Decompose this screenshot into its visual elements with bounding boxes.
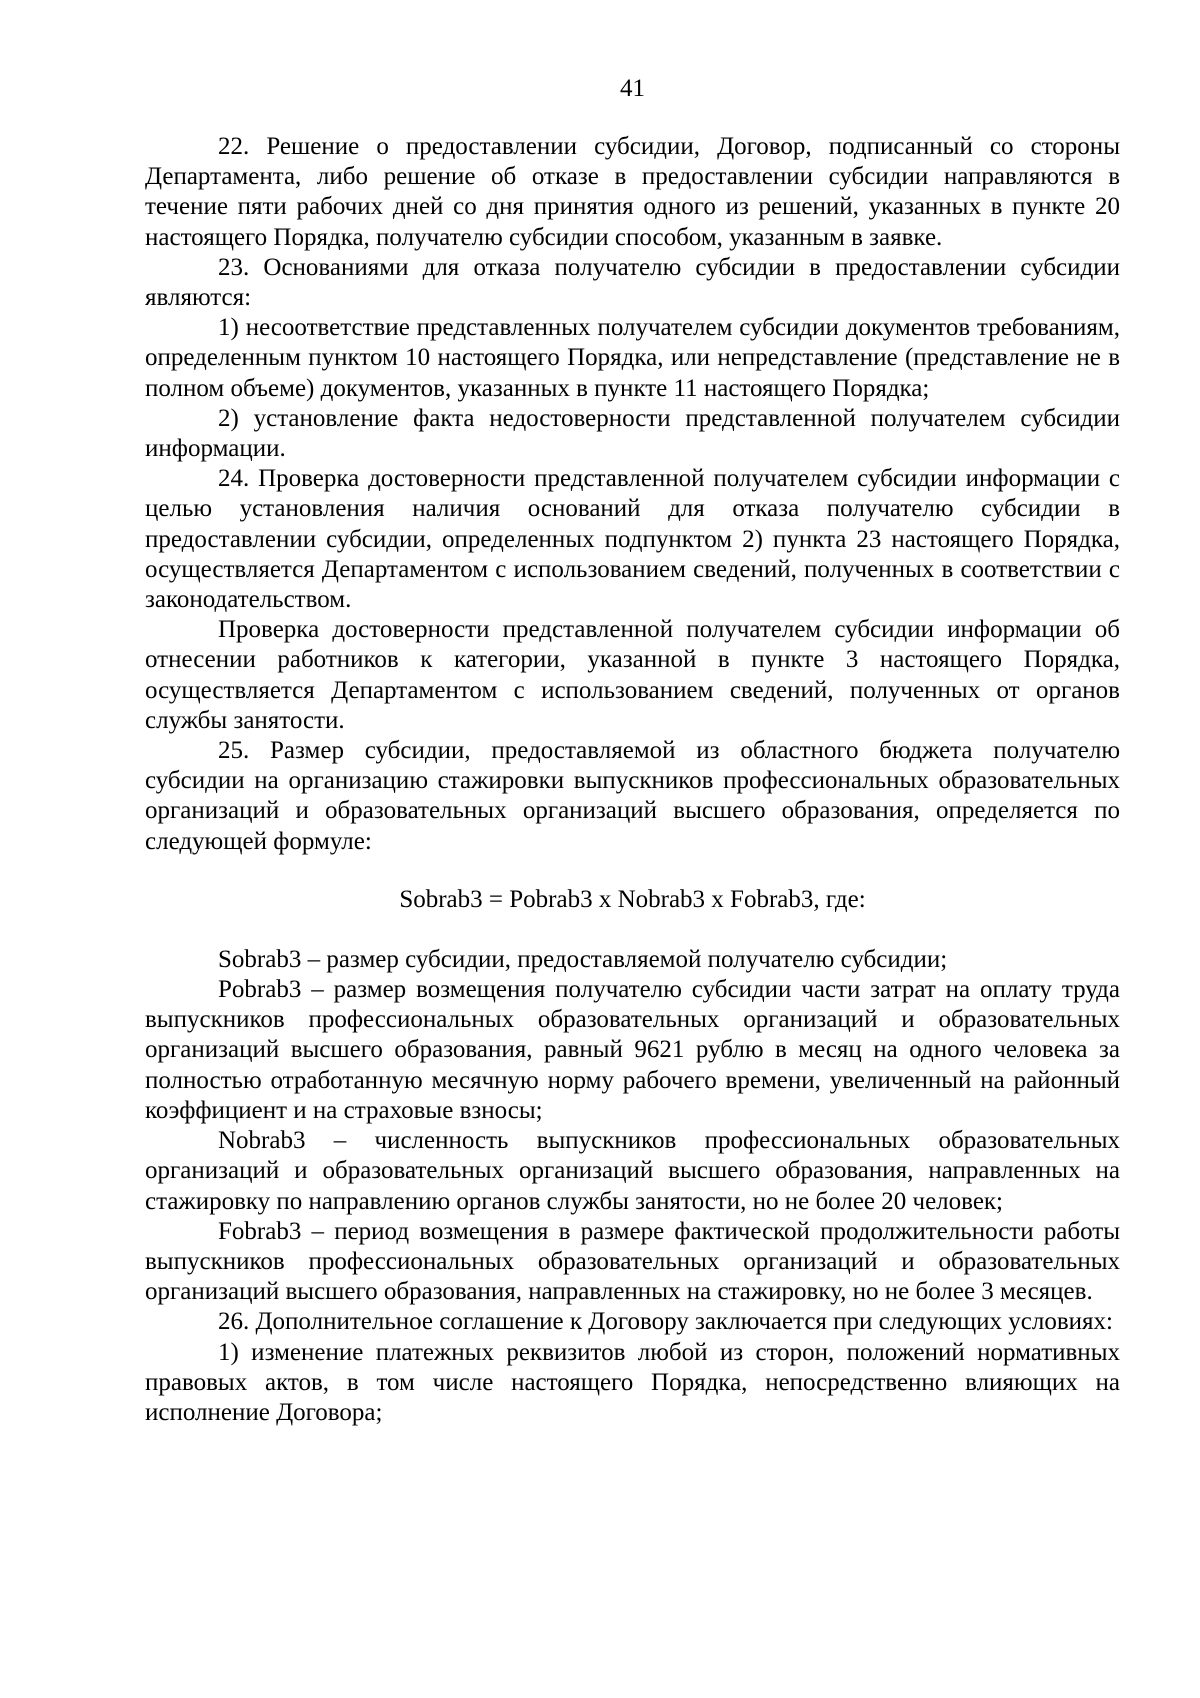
paragraph-23-item-1: 1) несоответствие представленных получателем субсидии документов требованиям, определенным пунктом 10 настоящего Порядка, или непредставление (представление не в полном объеме) документов, указанных в пункте 11 настоящего Порядка; [145,314,1120,402]
page-number: 41 [620,75,645,102]
paragraph-24: 24. Проверка достоверности представленной получателем субсидии информации с целью установления наличия оснований для отказа получателю субсидии в предоставлении субсидии, определенных подпунктом 2) пункта 23 настоящего Порядка, осуществляется Департаментом с использованием сведений, полученных в соответствии с законодательством. [145,465,1120,614]
paragraph-23-item-2: 2) установление факта недостоверности представленной получателем субсидии информации. [145,404,1120,463]
paragraph-25: 25. Размер субсидии, предоставляемой из областного бюджета получателю субсидии на организацию стажировки выпускников профессиональных образовательных организаций и образовательных организаций высшего образования, определяется по следующей формуле: [145,737,1120,855]
paragraph-26: 26. Дополнительное соглашение к Договору заключается при следующих условиях: [218,1308,1113,1336]
paragraph-24-continued: Проверка достоверности представленной получателем субсидии информации об отнесении работников к категории, указанной в пункте 3 настоящего Порядка, осуществляется Департаментом с использованием сведений, полученных от органов службы занятости. [145,616,1120,734]
paragraph-26-item-1: 1) изменение платежных реквизитов любой из сторон, положений нормативных правовых актов, в том числе настоящего Порядка, непосредственно влияющих на исполнение Договора; [145,1338,1120,1426]
paragraph-23: 23. Основаниями для отказа получателю субсидии в предоставлении субсидии являются: [145,253,1120,312]
paragraph-22: 22. Решение о предоставлении субсидии, Договор, подписанный со стороны Департамента, либо решение об отказе в предоставлении субсидии направляются в течение пяти рабочих дней со дня принятия одного из решений, указанных в пункте 20 настоящего Порядка, получателю субсидии способом, указанным в заявке. [145,133,1120,251]
definition-pobrab3: Pobrab3 – размер возмещения получателю субсидии части затрат на оплату труда выпускников профессиональных образовательных организаций и образовательных организаций высшего образования, равный 9621 рублю в месяц на одного человека за полностью отработанную месячную норму рабочего времени, увеличенный на районный коэффициент и на страховые взносы; [145,976,1120,1124]
definition-nobrab3: Nobrab3 – численность выпускников профессиональных образовательных организаций и образовательных организаций высшего образования, направленных на стажировку по направлению органов службы занятости, но не более 20 человек; [145,1127,1120,1215]
document-page [145,74,1120,1428]
definition-fobrab3: Fobrab3 – период возмещения в размере фактической продолжительности работы выпускников профессиональных образовательных организаций и образовательных организаций высшего образования, направленных на стажировку, но не более 3 месяцев. [145,1217,1120,1306]
subsidy-formula: Sobrab3 = Pobrab3 x Nobrab3 x Fobrab3, где: [399,885,866,913]
definition-sobrab3: Sobrab3 – размер субсидии, предоставляемой получателю субсидии; [218,945,948,973]
